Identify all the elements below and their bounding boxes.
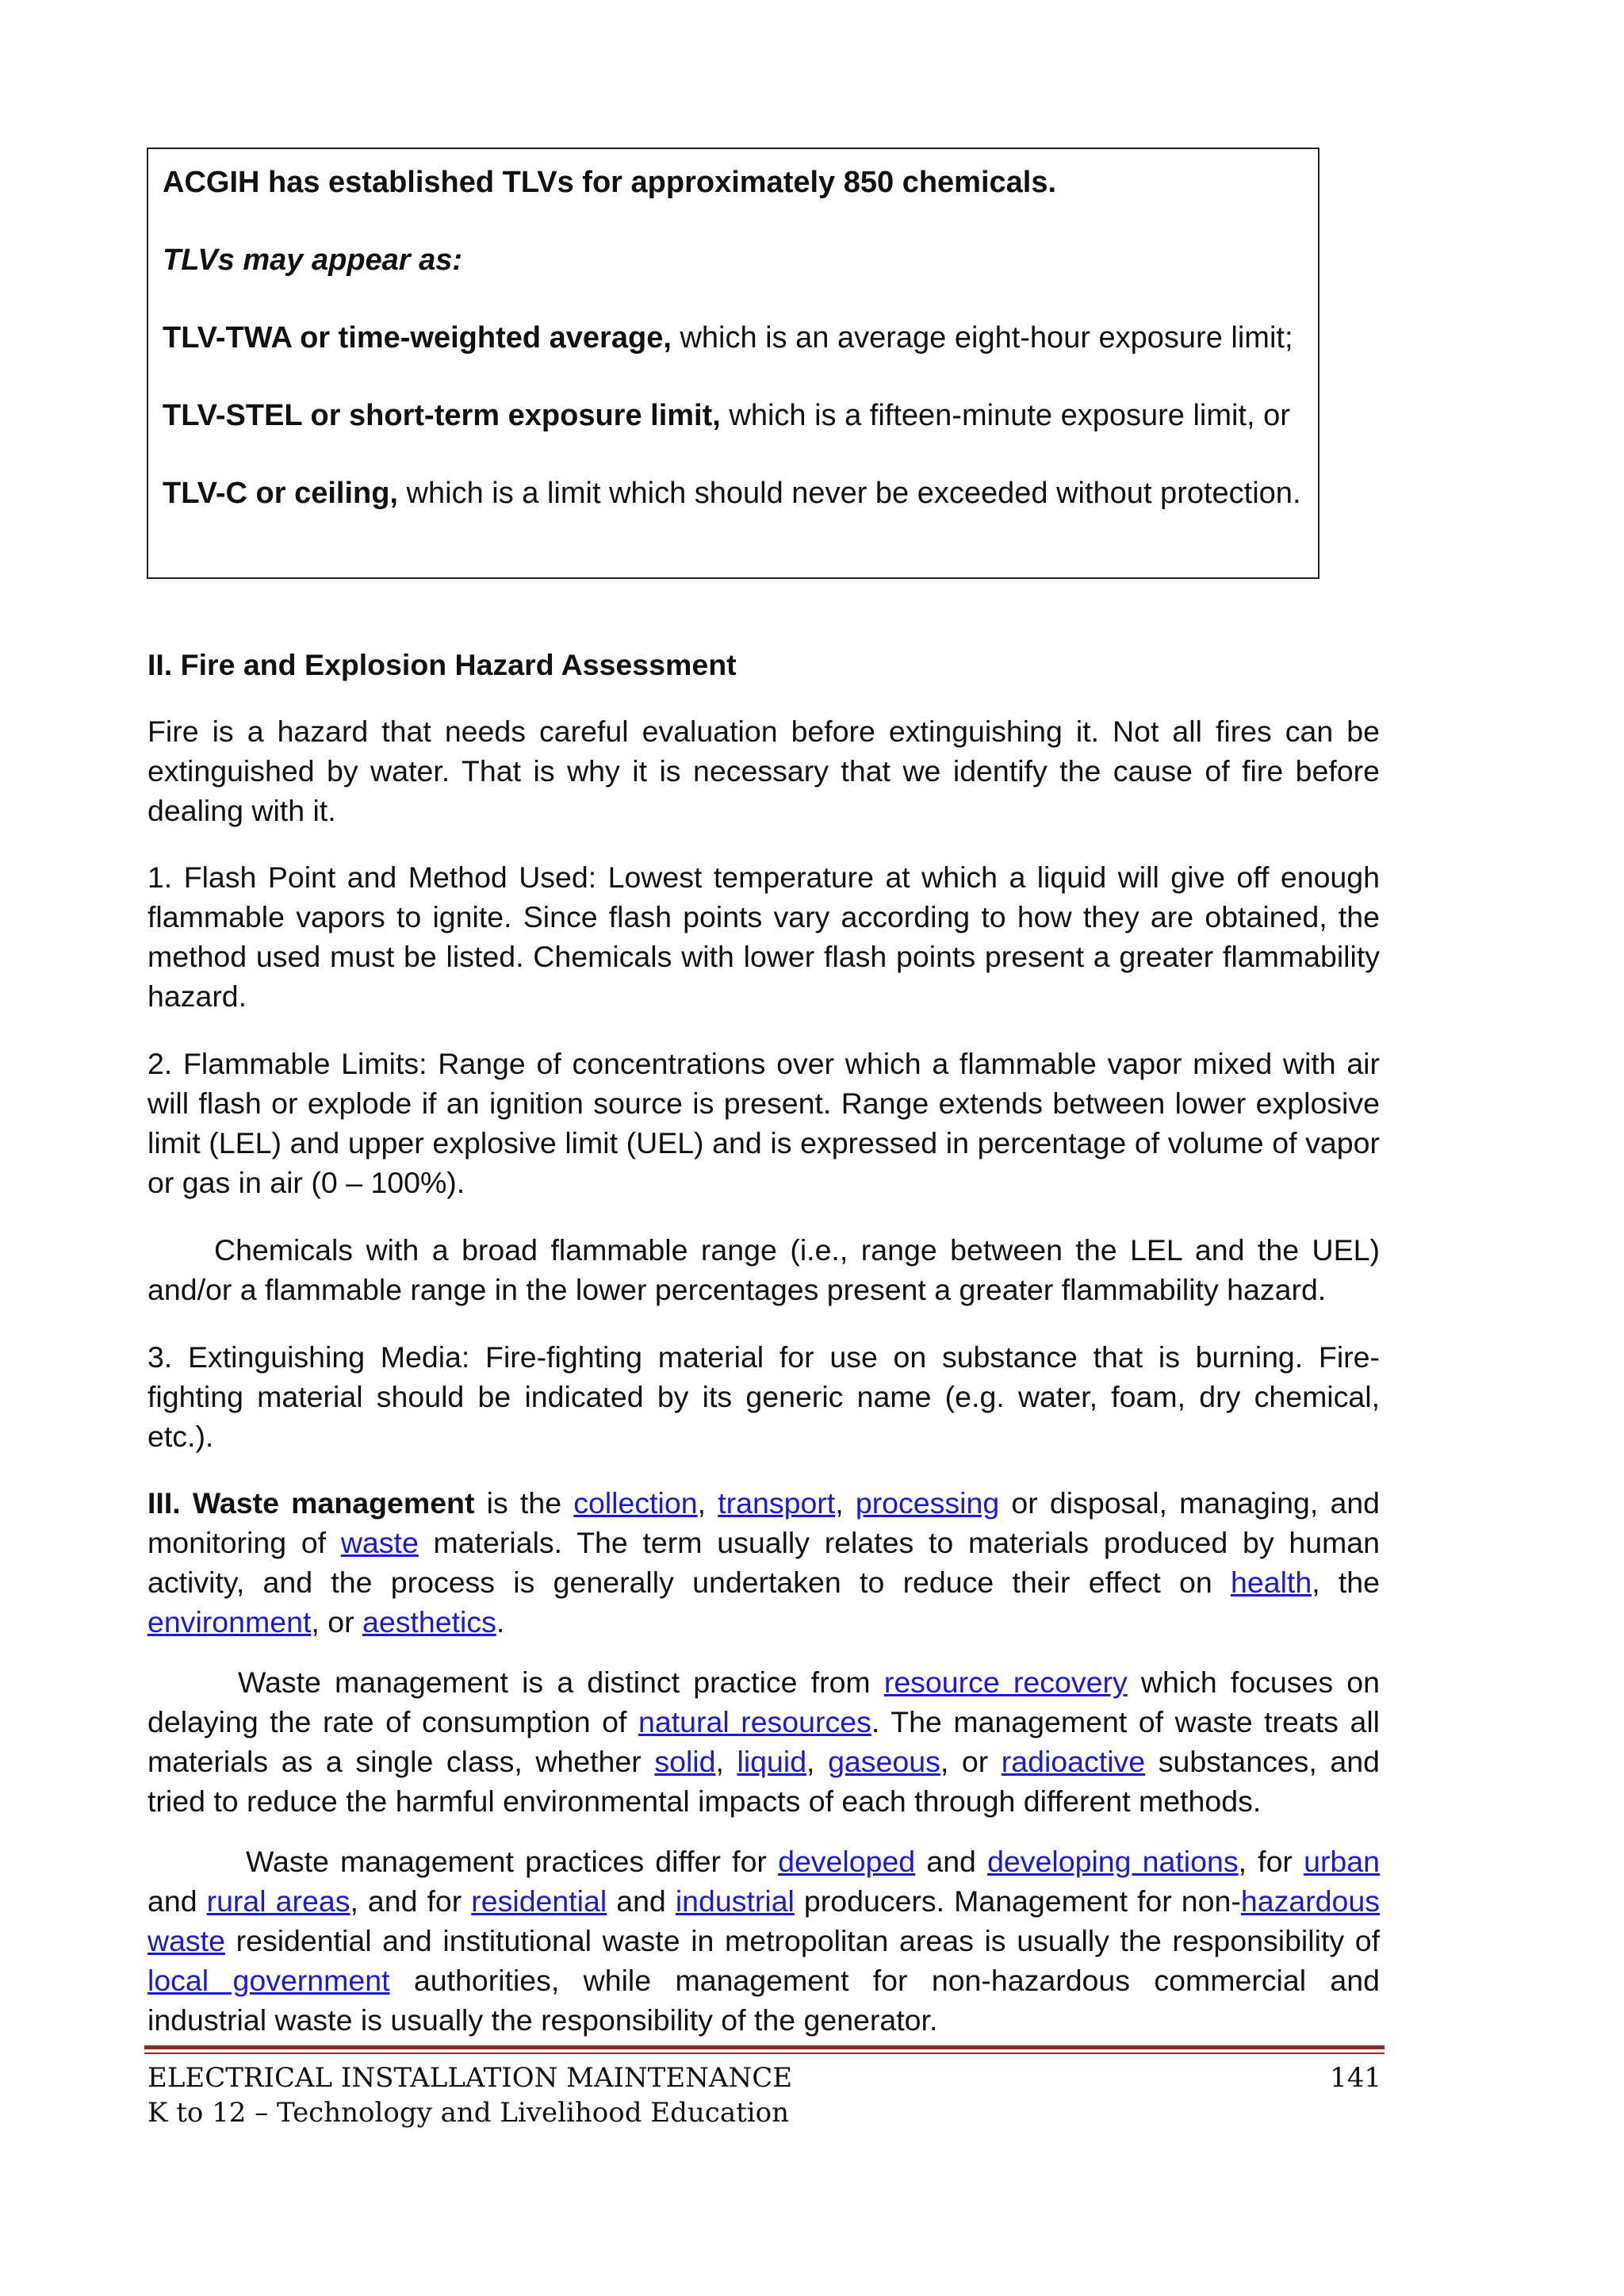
tlv-twa-line: TLV-TWA or time-weighted average, which is an average eight-hour exposure limit; bbox=[163, 321, 1293, 355]
section-2-heading: II. Fire and Explosion Hazard Assessment bbox=[147, 648, 737, 681]
resource-recovery-paragraph: Waste management is a distinct practice from resource recovery which focuses on delaying the rate of consumption of natural resources. The management of waste treats all materials as a single class, whether solid, liquid, gaseous, or radioactive substances, and tried to reduce the harmful environmental impacts of each through different methods. bbox=[147, 1665, 1381, 1818]
link-processing[interactable]: processing bbox=[855, 1486, 1000, 1520]
extinguishing-media-paragraph: 3. Extinguishing Media: Fire-fighting material for use on substance that is burning. Fire-fighting material should be indicated by its generic name (e.g. water, foam, dry chemical, etc.). bbox=[147, 1340, 1380, 1453]
link-rural-areas[interactable]: rural areas bbox=[206, 1884, 350, 1918]
link-developing-nations[interactable]: developing nations bbox=[987, 1845, 1239, 1878]
link-waste[interactable]: waste bbox=[340, 1526, 419, 1559]
flammable-limits-paragraph: 2. Flammable Limits: Range of concentrations over which a flammable vapor mixed with air will flash or explode if an ignition source is present. Range extends between lower explosive limit (LEL) and upper explosive limit (UEL) and is expressed in percentage of volume of vapor or gas in air (0 – 100%). bbox=[147, 1047, 1380, 1199]
link-natural-resources[interactable]: natural resources bbox=[638, 1705, 871, 1738]
link-health[interactable]: health bbox=[1231, 1566, 1312, 1599]
flammable-range-paragraph: Chemicals with a broad flammable range (i.e., range between the LEL and the UEL) and/or a flammable range in the lower percentages present a greater flammability hazard. bbox=[147, 1233, 1380, 1306]
footer-divider-thin bbox=[144, 2053, 1385, 2054]
footer-divider-thick bbox=[144, 2045, 1385, 2049]
section-3-heading: III. Waste management bbox=[147, 1486, 475, 1520]
link-transport[interactable]: transport bbox=[718, 1486, 836, 1520]
section-2-paragraph-1: Fire is a hazard that needs careful evaluation before extinguishing it. Not all fires can be extinguished by water. That is why it is necessary that we identify the cause of fire before dealing with it. bbox=[147, 715, 1380, 827]
link-aesthetics[interactable]: aesthetics bbox=[362, 1605, 496, 1639]
link-industrial[interactable]: industrial bbox=[675, 1884, 795, 1918]
tlv-box-line-subheading: TLVs may appear as: bbox=[163, 243, 463, 277]
link-radioactive[interactable]: radioactive bbox=[1001, 1745, 1146, 1778]
link-liquid[interactable]: liquid bbox=[737, 1745, 807, 1778]
link-gaseous[interactable]: gaseous bbox=[828, 1745, 940, 1778]
link-developed[interactable]: developed bbox=[778, 1845, 916, 1878]
tlv-box-line-intro: ACGIH has established TLVs for approximately 850 chemicals. bbox=[163, 166, 1057, 199]
link-residential[interactable]: residential bbox=[471, 1884, 607, 1918]
link-environment[interactable]: environment bbox=[147, 1605, 312, 1639]
link-local-government[interactable]: local government bbox=[147, 1964, 390, 1997]
footer-program-title: K to 12 – Technology and Livelihood Education bbox=[147, 2097, 789, 2129]
link-urban[interactable]: urban bbox=[1304, 1845, 1381, 1878]
link-hazardous-waste[interactable]: hazardous waste bbox=[147, 1884, 1380, 1957]
tlv-info-box bbox=[147, 148, 1320, 579]
footer-page-number: 141 bbox=[1330, 2062, 1381, 2094]
tlv-c-line: TLV-C or ceiling, which is a limit which should never be exceeded without protection. bbox=[163, 477, 1301, 510]
flash-point-paragraph: 1. Flash Point and Method Used: Lowest temperature at which a liquid will give off enough flammable vapors to ignite. Since flash points vary according to how they are obtained, the method used must be listed. Chemicals with lower flash points present a greater flammability hazard. bbox=[147, 861, 1380, 1013]
waste-management-paragraph: III. Waste management is the collection, transport, processing or disposal, managing, and monitoring of waste materials. The term usually relates to materials produced by human activity, and the process is generally undertaken to reduce their effect on health, the environment, or aesthetics. bbox=[147, 1486, 1381, 1639]
footer-course-title: ELECTRICAL INSTALLATION MAINTENANCE bbox=[147, 2062, 793, 2094]
link-resource-recovery[interactable]: resource recovery bbox=[883, 1665, 1128, 1699]
link-solid[interactable]: solid bbox=[654, 1745, 716, 1778]
practices-paragraph: Waste management practices differ for developed and developing nations, for urban and rural areas, and for residential and industrial producers. Management for non-hazardous waste residential and institutional waste in metropolitan areas is usually the responsibility of local government authorities, while management for non-hazardous commercial and industrial waste is usually the responsibility of the generator. bbox=[147, 1845, 1381, 2037]
tlv-stel-line: TLV-STEL or short-term exposure limit, which is a fifteen-minute exposure limit, or bbox=[163, 399, 1290, 432]
link-collection[interactable]: collection bbox=[573, 1486, 698, 1520]
